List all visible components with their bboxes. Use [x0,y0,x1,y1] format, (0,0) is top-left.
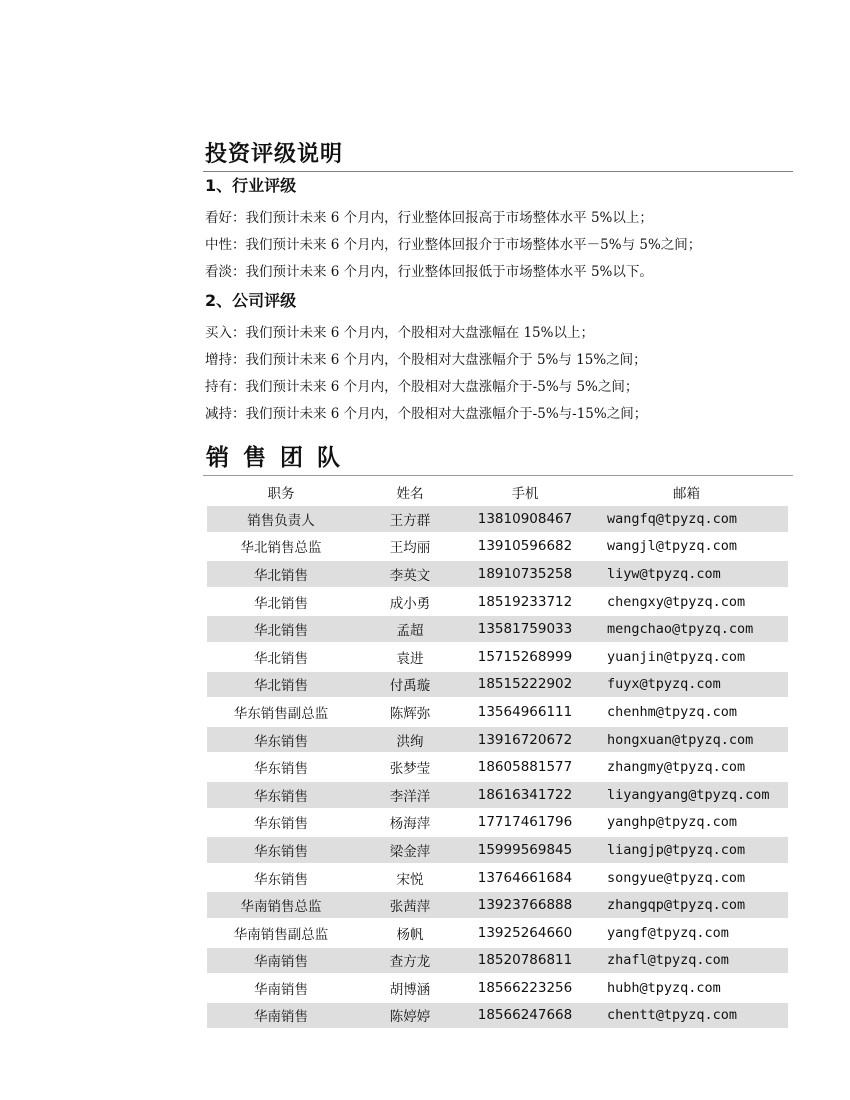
role-cell: 华东销售 [254,871,308,888]
company-rating-line: 持有：我们预计未来 6 个月内，个股相对大盘涨幅介于-5%与 5%之间； [205,379,639,395]
phone-cell: 18616341722 [465,782,585,808]
industry-rating-line: 看淡：我们预计未来 6 个月内，行业整体回报低于市场整体水平 5%以下。 [205,264,653,280]
table-row [207,727,788,753]
phone-cell: 13581759033 [465,616,585,642]
role-cell: 华南销售 [254,981,308,998]
company-rating-line: 买入：我们预计未来 6 个月内，个股相对大盘涨幅在 15%以上； [205,325,594,341]
company-rating-heading: 2、公司评级 [205,291,297,310]
company-rating-line: 减持：我们预计未来 6 个月内，个股相对大盘涨幅介于-5%与-15%之间； [205,406,648,422]
name-cell: 胡博涵 [389,981,431,998]
table-row [207,948,788,974]
phone-cell: 15999569845 [465,837,585,863]
phone-cell: 13910596682 [477,538,573,555]
table-row [207,810,788,836]
phone-cell: 17717461796 [477,814,573,831]
phone-cell: 18910735258 [465,561,585,587]
email-cell: yuanjin@tpyzq.com [607,648,746,665]
title-divider [203,171,793,172]
role-cell: 华北销售 [254,650,308,667]
phone-cell: 13810908467 [465,506,585,532]
email-cell: chentt@tpyzq.com [585,1003,788,1029]
email-cell: yanghp@tpyzq.com [607,814,738,831]
phone-cell: 13764661684 [477,869,573,886]
email-cell: liyw@tpyzq.com [585,561,788,587]
email-cell: wangjl@tpyzq.com [607,538,738,555]
table-row [207,672,788,698]
email-cell: liangjp@tpyzq.com [585,837,788,863]
table-header-row [207,480,788,504]
phone-cell: 13916720672 [465,727,585,753]
name-cell: 宋悦 [396,871,424,888]
sales-team-table [207,478,788,1030]
email-cell: hubh@tpyzq.com [607,979,721,996]
role-cell: 销售负责人 [207,506,355,532]
table-row [207,1003,788,1029]
role-cell: 华东销售 [207,727,355,753]
email-cell: mengchao@tpyzq.com [585,616,788,642]
email-cell: yangf@tpyzq.com [607,924,729,941]
table-row [207,892,788,918]
table-row [207,920,788,946]
email-cell: zhafl@tpyzq.com [585,948,788,974]
sales-team-title: 销售团队 [206,445,354,471]
name-cell: 张茜萍 [355,892,465,918]
name-cell: 王均丽 [389,540,431,557]
email-cell: chenhm@tpyzq.com [607,703,738,720]
name-cell: 王方群 [355,506,465,532]
column-header-role: 职务 [267,486,295,502]
role-cell: 华东销售副总监 [233,705,329,722]
name-cell: 李英文 [355,561,465,587]
role-cell: 华南销售 [207,1003,355,1029]
role-cell: 华南销售副总监 [233,926,329,943]
phone-cell: 18566247668 [465,1003,585,1029]
name-cell: 成小勇 [389,595,431,612]
email-cell: songyue@tpyzq.com [607,869,746,886]
industry-rating-line: 看好：我们预计未来 6 个月内，行业整体回报高于市场整体水平 5%以上； [205,210,653,226]
team-divider [203,475,793,476]
sales-team-rows [207,506,788,1028]
email-cell: chengxy@tpyzq.com [607,593,746,610]
table-row [207,616,788,642]
table-row [207,589,788,615]
role-cell: 华南销售 [207,948,355,974]
name-cell: 袁进 [396,650,424,667]
email-cell: liyangyang@tpyzq.com [585,782,788,808]
name-cell: 洪绚 [355,727,465,753]
phone-cell: 18520786811 [465,948,585,974]
column-header-name: 姓名 [396,486,424,502]
phone-cell: 15715268999 [477,648,573,665]
role-cell: 华北销售 [207,561,355,587]
table-row [207,865,788,891]
email-cell: zhangqp@tpyzq.com [585,892,788,918]
name-cell: 梁金萍 [355,837,465,863]
table-row [207,534,788,560]
role-cell: 华北销售 [254,595,308,612]
table-row [207,561,788,587]
phone-cell: 13923766888 [465,892,585,918]
table-row [207,975,788,1001]
industry-rating-line: 中性：我们预计未来 6 个月内，行业整体回报介于市场整体水平－5%与 5%之间； [205,237,702,253]
company-rating-line: 增持：我们预计未来 6 个月内，个股相对大盘涨幅介于 5%与 15%之间； [205,352,647,368]
column-header-email: 邮箱 [673,486,700,502]
role-cell: 华南销售总监 [207,892,355,918]
column-header-phone: 手机 [511,486,539,502]
table-row [207,754,788,780]
email-cell: wangfq@tpyzq.com [585,506,788,532]
name-cell: 付禹璇 [355,672,465,698]
table-row [207,699,788,725]
role-cell: 华北销售 [207,616,355,642]
role-cell: 华东销售 [207,782,355,808]
name-cell: 杨帆 [396,926,424,943]
role-cell: 华北销售总监 [240,540,322,557]
phone-cell: 18519233712 [477,593,573,610]
role-cell: 华北销售 [207,672,355,698]
phone-cell: 18566223256 [477,979,573,996]
phone-cell: 18515222902 [465,672,585,698]
role-cell: 华东销售 [254,761,308,778]
name-cell: 查方龙 [355,948,465,974]
email-cell: hongxuan@tpyzq.com [585,727,788,753]
name-cell: 杨海萍 [389,816,431,833]
table-row [207,506,788,532]
email-cell: zhangmy@tpyzq.com [607,759,746,776]
table-row [207,837,788,863]
table-row [207,782,788,808]
email-cell: fuyx@tpyzq.com [585,672,788,698]
table-row [207,644,788,670]
phone-cell: 13564966111 [477,703,573,720]
industry-rating-heading: 1、行业评级 [205,176,297,195]
rating-title: 投资评级说明 [205,142,344,167]
name-cell: 李洋洋 [355,782,465,808]
name-cell: 陈婷婷 [355,1003,465,1029]
phone-cell: 18605881577 [477,759,573,776]
phone-cell: 13925264660 [477,924,573,941]
name-cell: 陈辉弥 [389,705,431,722]
role-cell: 华东销售 [207,837,355,863]
name-cell: 张梦莹 [389,761,431,778]
role-cell: 华东销售 [254,816,308,833]
name-cell: 孟超 [355,616,465,642]
